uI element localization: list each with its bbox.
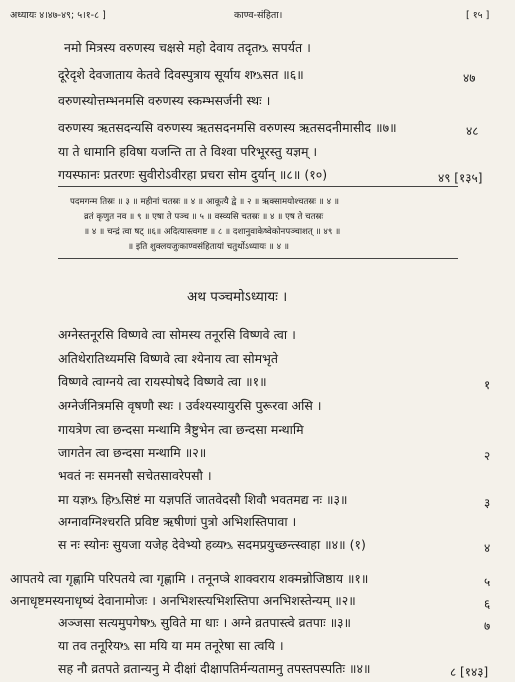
verse-line: अग्नावग्निश्चरति प्रविष्ट ऋषीणां पुत्रो अभिशस्तिपावा । xyxy=(58,514,297,529)
verse-number: ४ xyxy=(484,541,491,555)
verse-line: भवतं नः समनसौ सचेतसावरेपसौ । xyxy=(58,468,212,483)
index-line: पदमगन्म तिस्रः ॥ ३ ॥ महीनां चतस्रः ॥ ४ ॥ आकूत्यै द्वे ॥ २ ॥ ऋक्सामयोश्चतस्रः ॥ ४ ॥ xyxy=(70,197,339,207)
header-page-number: [ १५ ] xyxy=(466,10,490,21)
verse-number: ७ xyxy=(484,619,491,633)
verse-line: अतिथेरातिथ्यमसि विष्णवे त्वा श्येनाय त्वा सोमभृते xyxy=(58,351,278,366)
verse-line: गयस्फानः प्रतरणः सुवीरोऽवीरहा प्रचरा सोम दुर्यान् ॥८॥ (१०) xyxy=(58,167,328,182)
verse-line: अग्नेर्जनित्रमसि वृषणौ स्थः । उर्वश्यस्यायुरसि पुरूरवा असि । xyxy=(58,398,322,413)
verse-number: ४८ xyxy=(466,124,479,138)
verse-number: ३ xyxy=(484,496,491,510)
verse-line: आपतये त्वा गृह्णामि परिपतये त्वा गृह्णामि । तनूनप्त्रे शाक्वराय शक्मन्नोजिष्ठाय ॥१॥ xyxy=(10,571,369,586)
chapter-heading: अथ पञ्चमोऽध्यायः । xyxy=(187,289,288,305)
index-line: व्रतं कृणुत नव ॥ ९ ॥ एषा ते पञ्च ॥ ५ ॥ वस्व्यसि चतस्रः ॥ ४ ॥ एष ते चतस्रः xyxy=(84,212,324,222)
verse-number: ६ xyxy=(484,597,491,611)
verse-line: सह नौ व्रतपते व्रतान्यनु मे दीक्षां दीक्षापतिर्मन्यतामनु तपस्तपस्पतिः ॥४॥ xyxy=(58,661,371,676)
divider xyxy=(58,258,458,259)
verse-line: विष्णवे त्वाग्नये त्वा रायस्पोषदे विष्णवे त्वा ॥१॥ xyxy=(58,374,267,389)
verse-line: वरुणस्योत्तम्भनमसि वरुणस्य स्कम्भसर्जनी स्थः । xyxy=(58,93,271,108)
verse-line: अञ्जसा सत्यमुपगेषᳬ सुविते मा धाः । अग्ने व्रतपास्त्वे व्रतपाः ॥३॥ xyxy=(58,615,352,630)
verse-line: अनाधृष्टमस्यनाधृष्यं देवानामोजः । अनभिशस्त्यभिशस्तिपा अनभिशस्तेन्यम् ॥२॥ xyxy=(10,593,356,608)
verse-line: जागतेन त्वा छन्दसा मन्थामि ॥२॥ xyxy=(58,445,207,460)
verse-number: ४९ [१३५] xyxy=(438,171,483,185)
verse-number: ८ [१४३] xyxy=(450,665,489,679)
index-line: ॥ ४ ॥ चन्द्रं त्वा षट् ॥६॥ अदित्यास्त्वगष्ट ॥ ८ ॥ दशानुवाकेष्वेकोनपञ्चाशत् ॥ ४९ ॥ xyxy=(84,227,341,237)
verse-line: वरुणस्य ऋतसदन्यसि वरुणस्य ऋतसदनमसि वरुणस्य ऋतसदनीमासीद ॥७॥ xyxy=(58,120,397,135)
verse-line: या तव तनूरियᳬ सा मयि या मम तनूरेषा सा त्वयि । xyxy=(58,638,284,653)
verse-line: अग्नेस्तनूरसि विष्णवे त्वा सोमस्य तनूरसि विष्णवे त्वा । xyxy=(58,327,296,342)
verse-number: ५ xyxy=(484,575,491,589)
verse-line: मा यज्ञᳬ हिᳬसिष्टं मा यज्ञपतिं जातवेदसौ शिवौ भवतमद्य नः ॥३॥ xyxy=(58,492,348,507)
divider xyxy=(58,186,458,187)
verse-number: ४७ xyxy=(463,71,476,85)
chapter-colophon: ॥ इति शुक्लयजुःकाण्वसंहितायां चतुर्थोऽध्यायः ॥ ४ ॥ xyxy=(128,242,289,252)
verse-line: दूरेदृशे देवजाताय केतवे दिवस्पुत्राय सूर्याय शᳬसत ॥६॥ xyxy=(58,67,304,82)
verse-line: या ते धामानि हविषा यजन्ति ता ते विश्वा परिभूरस्तु यज्ञम् । xyxy=(58,144,318,159)
verse-line: स नः स्योनः सुयजा यजेह देवेभ्यो हव्यᳬ सदमप्रयुच्छन्त्स्वाहा ॥४॥ (१) xyxy=(58,537,366,552)
header-chapter-range: अध्यायः ४।४७-४९; ५।१-८ ] xyxy=(10,10,106,21)
verse-number: १ xyxy=(484,378,491,392)
verse-number: २ xyxy=(484,449,491,463)
verse-line: नमो मित्रस्य वरुणस्य चक्षसे महो देवाय तदृतᳬ सपर्यत । xyxy=(64,40,311,55)
header-title: काण्व-संहिता। xyxy=(234,10,283,21)
verse-line: गायत्रेण त्वा छन्दसा मन्थामि त्रैष्टुभेन त्वा छन्दसा मन्थामि xyxy=(58,422,304,437)
